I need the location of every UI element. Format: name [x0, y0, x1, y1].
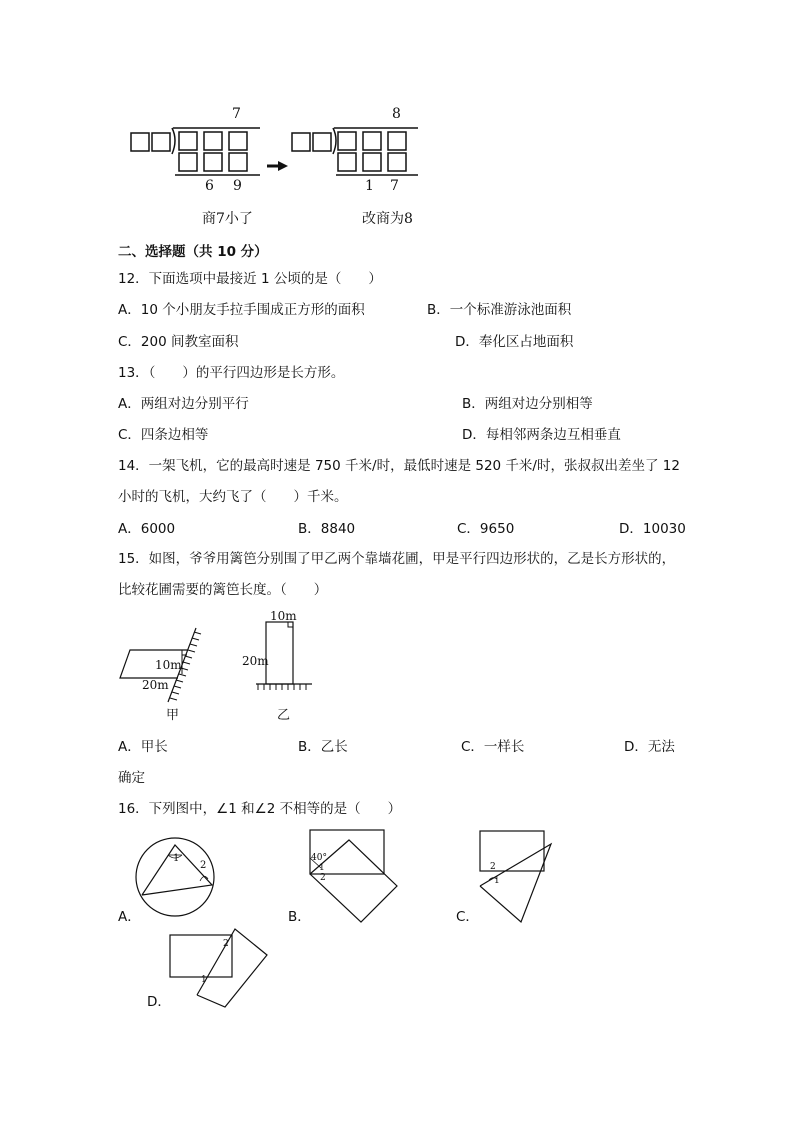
q15-option-b[interactable]: B．乙长	[298, 739, 348, 755]
garden-yi-figure	[240, 609, 320, 723]
right-caption: 改商为8	[362, 211, 413, 227]
q12-option-d[interactable]: D．奉化区占地面积	[455, 334, 574, 350]
b-angle2-label: 2	[320, 873, 326, 883]
q16-option-c[interactable]: C．	[456, 909, 479, 925]
q14-option-d[interactable]: D．10030	[619, 521, 686, 537]
left-caption: 商7小了	[202, 211, 253, 227]
q16-option-b[interactable]: B．	[288, 909, 311, 925]
q16-figure-a	[130, 835, 220, 925]
yi-top-label: 10m	[270, 609, 297, 623]
b-angle1-label: 1	[319, 863, 325, 873]
division-figure	[120, 100, 440, 230]
q16-option-d[interactable]: D．	[147, 994, 171, 1010]
q16-stem: 16．下列图中，∠1 和∠2 不相等的是（ ）	[118, 801, 402, 817]
q14-option-b[interactable]: B．8840	[298, 521, 356, 537]
rectangle-square-figure-d	[165, 925, 275, 1010]
left-quotient: 7	[232, 106, 241, 122]
c-angle1-label: 1	[494, 876, 500, 886]
c-angle2-label: 2	[490, 862, 496, 872]
right-digit-2: 7	[390, 178, 399, 194]
right-digit-1: 1	[365, 178, 374, 194]
b-angle40-label: 40°	[311, 853, 327, 863]
q13-option-c[interactable]: C．四条边相等	[118, 427, 209, 443]
yi-side-label: 20m	[242, 654, 269, 668]
q13-stem: 13．（ ）的平行四边形是长方形。	[118, 365, 345, 381]
a-angle2-label: 2	[200, 860, 207, 871]
q13-option-d[interactable]: D．每相邻两条边互相垂直	[462, 427, 621, 443]
rectangle-triangle-figure-c	[475, 828, 565, 928]
d-angle2-label: 2	[223, 939, 229, 949]
right-quotient: 8	[392, 106, 401, 122]
jia-caption: 甲	[166, 708, 180, 723]
q12-option-a[interactable]: A．10 个小朋友手拉手围成正方形的面积	[118, 302, 365, 318]
q16-figure-c	[475, 828, 565, 928]
jia-base-label: 20m	[142, 678, 169, 692]
q12-option-c[interactable]: C．200 间教室面积	[118, 334, 239, 350]
q15-option-a[interactable]: A．甲长	[118, 739, 168, 755]
q15-stem-line2: 比较花圃需要的篱笆长度。（ ）	[118, 582, 328, 598]
q15-stem-line1: 15．如图，爷爷用篱笆分别围了甲乙两个靠墙花圃，甲是平行四边形状的，乙是长方形状的，	[118, 551, 676, 567]
q14-stem-line1: 14．一架飞机，它的最高时速是 750 千米/时，最低时速是 520 千米/时，张叔叔出差坐了 12	[118, 458, 680, 474]
q16-option-a[interactable]: A．	[118, 909, 141, 925]
garden-jia-figure	[118, 610, 228, 722]
a-angle1-label: 1	[173, 853, 180, 864]
d-angle1-label: 1	[201, 975, 207, 985]
q15-option-c[interactable]: C．一样长	[461, 739, 525, 755]
q16-figure-d	[165, 925, 275, 1010]
yi-caption: 乙	[277, 708, 291, 723]
q12-option-b[interactable]: B．一个标准游泳池面积	[427, 302, 572, 318]
left-digit-2: 9	[233, 178, 242, 194]
q15-option-d[interactable]: D．无法	[624, 739, 675, 755]
q12-stem: 12．下面选项中最接近 1 公顷的是（ ）	[118, 271, 382, 287]
q15-option-d-cont: 确定	[118, 770, 145, 786]
jia-height-label: 10m	[155, 658, 182, 672]
q14-stem-line2: 小时的飞机，大约飞了（ ）千米。	[118, 489, 348, 505]
q13-option-a[interactable]: A．两组对边分别平行	[118, 396, 249, 412]
circle-figure	[130, 835, 220, 925]
q14-option-c[interactable]: C．9650	[457, 521, 515, 537]
q16-figure-b	[305, 828, 405, 928]
q13-option-b[interactable]: B．两组对边分别相等	[462, 396, 593, 412]
left-digit-1: 6	[205, 178, 214, 194]
q14-option-a[interactable]: A．6000	[118, 521, 176, 537]
section-title: 二、选择题（共 10 分）	[118, 244, 268, 260]
